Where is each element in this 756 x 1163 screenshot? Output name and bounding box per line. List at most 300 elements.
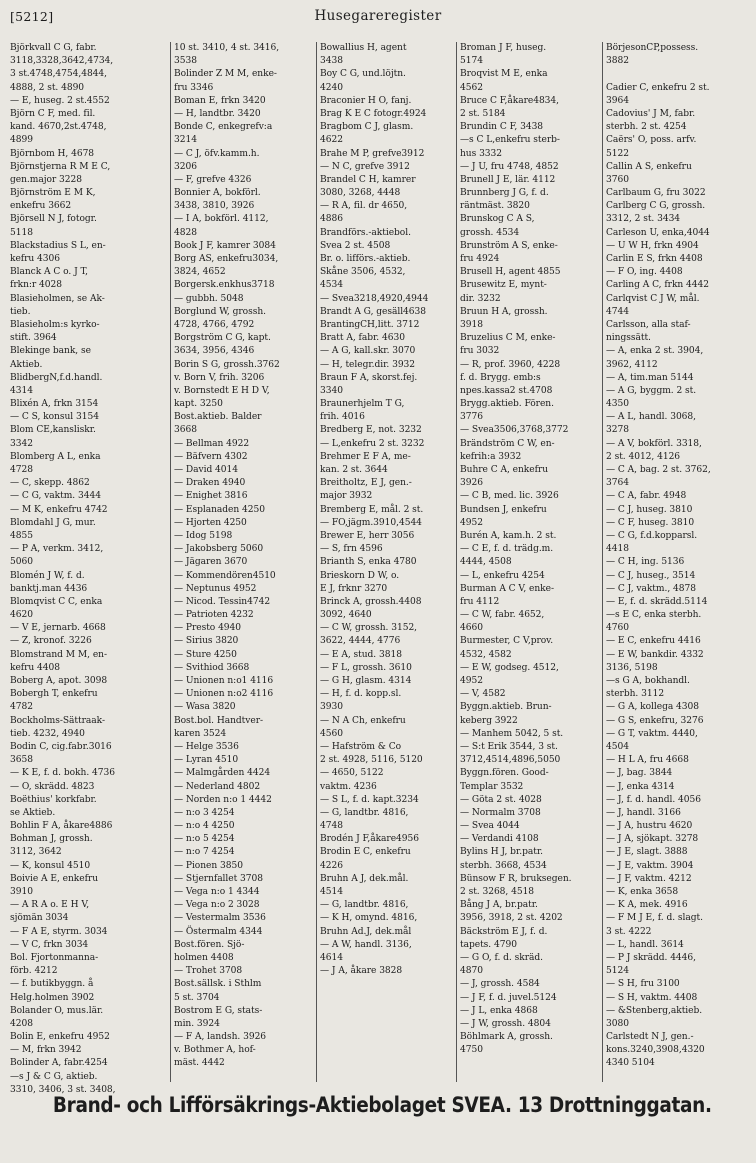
register-entry-line: sjömän 3034 — [10, 913, 69, 924]
register-entry-line: Blom CE,kansliskr. — [10, 425, 96, 436]
register-entry-line: fru 4112 — [460, 596, 500, 607]
register-entry-line: Blasieholmen, se Ak- — [10, 293, 105, 304]
register-entry-line: Brundin C F, 3438 — [460, 122, 544, 133]
register-entry-line: — L, handl. 3614 — [606, 939, 684, 950]
register-entry-line: Borin S G, grossh.3762 — [174, 359, 280, 370]
register-entry-line: 4314 — [10, 385, 33, 396]
register-entry-line: 4660 — [460, 623, 483, 634]
register-entry-line: — A G, byggm. 2 st. — [606, 385, 697, 396]
register-entry-line: Brandel C H, kamrer — [320, 174, 416, 185]
register-columns — [10, 42, 748, 1095]
register-entry-line: — Malmgården 4424 — [174, 768, 271, 779]
register-entry-line: — R, prof. 3960, 4228 — [460, 359, 561, 370]
register-entry-line: 3776 — [460, 412, 483, 423]
register-entry-line: BörjesonCP,possess. — [606, 43, 699, 53]
register-entry-line: Cadier C, enkefru 2 st. — [606, 82, 710, 93]
register-entry-line: 2 st. 4928, 5116, 5120 — [320, 755, 423, 766]
register-entry-line: — K, konsul 4510 — [10, 860, 91, 871]
register-entry-line: Boy C G, und.löjtn. — [320, 69, 406, 80]
register-entry-line: Björnbom H, 4678 — [10, 148, 95, 159]
register-entry-line: — J A, åkare 3828 — [320, 966, 403, 977]
register-entry-line: 4514 — [320, 887, 343, 897]
register-entry-line: 3930 — [320, 702, 343, 713]
register-entry-line: Bolinder Z M M, enke- — [174, 69, 277, 80]
register-column-2 — [170, 42, 316, 1082]
register-entry-line: — C J, öfv.kamm.h. — [174, 148, 260, 159]
register-entry-line: — E W, godseg. 4512, — [460, 662, 559, 673]
register-entry-line: — F L, grossh. 3610 — [320, 662, 412, 673]
register-entry-line: 3 st.4748,4754,4844, — [10, 69, 107, 80]
register-entry-line: v. Born V, frih. 3206 — [174, 372, 265, 383]
register-entry-line: 4744 — [606, 306, 629, 317]
register-entry-line: — P A, verkm. 3412, — [10, 544, 104, 555]
register-entry-line: — G S, enkefru, 3276 — [606, 715, 704, 726]
register-entry-line: — &Stenberg,aktieb. — [606, 1005, 703, 1016]
register-entry-line: — S, frn 4596 — [320, 544, 383, 555]
register-entry-line: hus 3332 — [460, 148, 503, 159]
register-entry-line: — K E, f. d. bokh. 4736 — [10, 768, 115, 779]
register-entry-line: — Svithiod 3668 — [174, 662, 250, 673]
register-entry-line: Carlstedt N J, gen.- — [606, 1032, 694, 1043]
register-entry-line: 4886 — [320, 214, 343, 225]
register-entry-line: Br. o. lifförs.-aktieb. — [320, 254, 411, 264]
register-entry-line: Byggn.fören. Good- — [460, 768, 549, 779]
register-entry-line: 5 st. 3704 — [174, 992, 220, 1003]
register-entry-line: — Presto 4940 — [174, 623, 242, 634]
register-entry-line: se Aktieb. — [10, 807, 56, 818]
register-entry-line: — S H, fru 3100 — [606, 979, 680, 990]
advertisement-banner: Brand- och Lifförsäkrings-Aktiebolaget SVEA. 13 Drottninggatan. — [52, 1093, 712, 1118]
register-entry-line: Caërs' O, poss. arfv. — [606, 135, 697, 146]
register-entry-line: — E W, bankdir. 4332 — [606, 649, 704, 660]
register-entry-line: 4532, 4582 — [460, 649, 512, 660]
register-entry-line: 3112, 3642 — [10, 847, 62, 858]
register-entry-line: — A L, handl. 3068, — [606, 412, 696, 423]
register-entry-line: 4728 — [10, 465, 33, 475]
register-entry-line: — Sirius 3820 — [174, 636, 239, 647]
register-entry-line: Brodén J F,åkare4956 — [320, 834, 419, 845]
register-entry-line: — E A, stud. 3818 — [320, 649, 402, 660]
register-entry-line: — C A, fabr. 4948 — [606, 491, 687, 502]
register-entry-line: Bockholms-Sättraak- — [10, 715, 105, 726]
register-entry-line: Bolin E, enkefru 4952 — [10, 1032, 110, 1043]
register-entry-line: — F A E, styrm. 3034 — [10, 926, 108, 937]
register-entry-line: — F, grefve 4326 — [174, 174, 252, 185]
register-entry-line: — K, enka 3658 — [606, 887, 679, 897]
register-entry-line: Cadovius' J M, fabr. — [606, 108, 696, 119]
register-entry-line: — Idog 5198 — [174, 530, 233, 541]
register-entry-line: 3312, 2 st. 3434 — [606, 214, 681, 225]
register-entry-line: räntmäst. 3820 — [460, 201, 530, 212]
register-entry-line: 3438 — [320, 56, 343, 67]
register-entry-line: — C F, huseg. 3810 — [606, 517, 695, 528]
register-entry-line: 3962, 4112 — [606, 359, 658, 370]
register-entry-line: — Pionen 3850 — [174, 860, 243, 871]
register-entry-line: — n:o 5 4254 — [174, 834, 235, 845]
register-entry-line: — C, skepp. 4862 — [10, 478, 90, 489]
register-entry-line: min. 3924 — [174, 1018, 220, 1029]
register-entry-line: Böhlmark A, grossh. — [460, 1032, 553, 1043]
register-entry-line: Carleson U, enka,4044 — [606, 227, 710, 238]
page-number: [5212] — [10, 9, 54, 24]
register-entry-line: — G, landtbr. 4816, — [320, 900, 409, 911]
register-entry-line: Bostrom E G, stats- — [174, 1005, 263, 1016]
register-column-5 — [602, 42, 748, 1082]
register-entry-line: — A, enka 2 st. 3904, — [606, 346, 704, 357]
register-entry-line: Borg AS, enkefru3034, — [174, 254, 279, 264]
register-entry-line: — C J, huseg., 3514 — [606, 570, 696, 581]
register-entry-line: kefrih:a 3932 — [460, 451, 522, 462]
register-entry-line: Svea 2 st. 4508 — [320, 240, 391, 251]
register-entry-line: grossh. 4534 — [460, 227, 520, 238]
register-entry-line: Brodin E C, enkefru — [320, 847, 411, 858]
register-entry-line: 3824, 4652 — [174, 267, 226, 278]
register-entry-line: — n:o 4 4250 — [174, 821, 235, 832]
page-header — [0, 8, 756, 28]
register-entry-line: — C E, f. d. trädg.m. — [460, 544, 554, 555]
register-entry-line: Bol. Fjortonmanna- — [10, 952, 99, 963]
register-entry-line: gen.major 3228 — [10, 174, 82, 185]
register-entry-line: tieb. 4232, 4940 — [10, 728, 85, 739]
register-entry-line: — V E, jernarb. 4668 — [10, 623, 106, 634]
register-entry-line: Brehmer E F A, me- — [320, 451, 411, 462]
register-entry-line: — J E, vaktm. 3904 — [606, 860, 694, 871]
register-entry-line: — J, bag. 3844 — [606, 768, 673, 779]
register-entry-line: 3926 — [460, 478, 483, 489]
register-entry-line: — J, f. d. handl. 4056 — [606, 794, 701, 805]
register-entry-line: 5174 — [460, 56, 483, 67]
register-entry-line: Björsell N J, fotogr. — [10, 214, 97, 225]
register-entry-line: Bobergh T, enkefru — [10, 689, 98, 700]
register-entry-line: kan. 2 st. 3644 — [320, 465, 388, 475]
register-entry-line: — Manhem 5042, 5 st. — [460, 728, 564, 739]
register-entry-line: tapets. 4790 — [460, 939, 517, 950]
register-entry-line: dir. 3232 — [460, 293, 501, 304]
register-entry-line: Bruun H A, grossh. — [460, 306, 548, 317]
register-entry-line: 2 st. 4012, 4126 — [606, 451, 681, 462]
register-entry-line: — M K, enkefru 4742 — [10, 504, 108, 515]
register-entry-line: frih. 4016 — [320, 412, 365, 423]
register-entry-line: —s G A, bokhandl. — [606, 676, 690, 686]
register-entry-line: 3310, 3406, 3 st. 3408, — [10, 1084, 116, 1095]
register-entry-line: Bratt A, fabr. 4630 — [320, 333, 405, 344]
register-entry-line: Brewer E, herr 3056 — [320, 530, 415, 541]
register-entry-line: Aktieb. — [10, 359, 43, 370]
register-entry-line: — gubbh. 5048 — [174, 293, 244, 304]
register-entry-line: — C A, bag. 2 st. 3762, — [606, 465, 711, 475]
register-entry-line: Blackstadius S L, en- — [10, 240, 106, 251]
register-entry-line: 4728, 4766, 4792 — [174, 319, 255, 330]
register-entry-line: Brändström C W, en- — [460, 438, 555, 449]
register-entry-line: Bonnier A, bokförl. — [174, 188, 261, 199]
register-entry-line: 4782 — [10, 702, 33, 713]
register-entry-line: 4760 — [606, 623, 629, 634]
register-entry-line: Bohman J, grossh. — [10, 834, 93, 845]
register-entry-line: Bragbom C J, glasm. — [320, 122, 414, 133]
register-entry-line: — C G, vaktm. 3444 — [10, 491, 101, 502]
register-entry-line: — H, telegr.dir. 3932 — [320, 359, 416, 370]
register-entry-line: — H, f. d. kopp.sl. — [320, 689, 402, 700]
register-entry-line: Brahe M P, grefve3912 — [320, 148, 425, 159]
register-entry-line: Bredberg E, not. 3232 — [320, 425, 422, 436]
register-entry-line: v. Bothmer A, hof- — [174, 1045, 256, 1056]
register-entry-line: Blomén J W, f. d. — [10, 570, 85, 581]
register-entry-line: Buhre C A, enkefru — [460, 465, 549, 475]
register-entry-line: — V, 4582 — [460, 689, 506, 700]
register-entry-line: 4226 — [320, 860, 343, 871]
register-entry-line: 3214 — [174, 135, 197, 146]
register-entry-line: Blomstrand M M, en- — [10, 649, 108, 660]
register-entry-line: 2 st. 5184 — [460, 108, 506, 119]
register-entry-line: — Esplanaden 4250 — [174, 504, 265, 515]
register-entry-line: Bruhn A J, dek.mål. — [320, 873, 409, 884]
register-entry-line: — Z, kronof. 3226 — [10, 636, 92, 647]
register-entry-line: 4208 — [10, 1018, 33, 1029]
register-entry-line: kefru 4408 — [10, 662, 60, 673]
register-entry-line: — N C, grefve 3912 — [320, 161, 410, 172]
register-entry-line: — Vestermalm 3536 — [174, 913, 266, 924]
register-entry-line: — J A, sjökapt. 3278 — [606, 834, 699, 845]
register-column-4 — [456, 42, 602, 1082]
register-entry-line: Breitholtz, E J, gen.- — [320, 478, 412, 489]
register-entry-line: Bolander O, mus.lär. — [10, 1005, 104, 1016]
register-entry-line: Brunskog C A S, — [460, 214, 535, 225]
register-entry-line: Bång J A, br.patr. — [460, 900, 538, 911]
register-entry-line: Bowallius H, agent — [320, 43, 407, 53]
register-entry-line: — F A, landsh. 3926 — [174, 1032, 267, 1043]
register-entry-line: stift. 3964 — [10, 333, 57, 344]
register-entry-line: — J, handl. 3166 — [606, 807, 681, 818]
register-entry-line: — C W, grossh. 3152, — [320, 623, 418, 634]
register-entry-line: —s C L,enkefru sterb- — [460, 135, 560, 146]
register-entry-line: 3206 — [174, 161, 197, 172]
register-entry-line: sterbh. 3668, 4534 — [460, 860, 547, 871]
register-entry-line: 4888, 2 st. 4890 — [10, 82, 85, 93]
register-entry-line: — A W, handl. 3136, — [320, 939, 412, 950]
register-entry-line: Bünsow F R, bruksegen. — [460, 873, 572, 884]
register-entry-line: — G T, vaktm. 4440, — [606, 728, 698, 739]
register-entry-line: Burén A, kam.h. 2 st. — [460, 530, 557, 541]
register-entry-line: — A R A o. E H V, — [10, 900, 90, 911]
page-title: Husegareregister — [314, 8, 442, 24]
register-entry-line: — A, tim.man 5144 — [606, 372, 694, 383]
register-entry-line: 3342 — [10, 438, 33, 449]
register-entry-line: kefru 4306 — [10, 254, 60, 264]
register-entry-line: ningssätt. — [606, 333, 651, 344]
register-entry-line: — K H, omynd. 4816, — [320, 913, 418, 924]
register-entry-line: Blomqvist C C, enka — [10, 596, 103, 607]
register-entry-line: sterbh. 2 st. 4254 — [606, 122, 687, 133]
register-entry-line: Boëthius' korkfabr. — [10, 794, 97, 805]
register-entry-line — [606, 68, 746, 81]
register-entry-line: — H, landtbr. 3420 — [174, 108, 261, 119]
register-entry-line: — Hjorten 4250 — [174, 517, 247, 528]
register-entry-line: — P J skrädd. 4446, — [606, 952, 696, 963]
register-entry-line: — L,enkefru 2 st. 3232 — [320, 438, 425, 449]
register-entry-line: banktj.man 4436 — [10, 583, 88, 594]
register-entry-line: tieb. — [10, 306, 31, 317]
register-entry-line: — Normalm 3708 — [460, 807, 541, 818]
register-entry-line: 3760 — [606, 174, 629, 185]
register-entry-line: — Verdandi 4108 — [460, 834, 539, 845]
register-entry-line: — Jakobsberg 5060 — [174, 544, 264, 555]
register-entry-line: — G H, glasm. 4314 — [320, 676, 412, 686]
register-entry-line: 3340 — [320, 385, 343, 396]
register-entry-line: — C W, fabr. 4652, — [460, 610, 545, 621]
register-entry-line: Burman A C V, enke- — [460, 583, 554, 594]
register-entry-line: — J, enka 4314 — [606, 781, 675, 792]
register-entry-line: — G O, f. d. skräd. — [460, 952, 543, 963]
register-entry-line: — C H, ing. 5136 — [606, 557, 685, 568]
register-entry-line: 5122 — [606, 148, 629, 159]
register-entry-line: fru 3346 — [174, 82, 214, 93]
register-entry-line: 3438, 3810, 3926 — [174, 201, 255, 212]
register-entry-line: Braconier H O, fanj. — [320, 95, 412, 106]
register-entry-line: — F M J E, f. d. slagt. — [606, 913, 703, 924]
register-entry-line: — K A, mek. 4916 — [606, 900, 688, 911]
register-entry-line: 4614 — [320, 952, 343, 963]
register-entry-line: — C G, f.d.kopparsl. — [606, 530, 698, 541]
register-entry-line: Brinck A, grossh.4408 — [320, 596, 422, 607]
register-entry-line: Brusewitz E, mynt- — [460, 280, 547, 291]
register-entry-line: Bohlin F A, åkare4886 — [10, 821, 113, 832]
register-entry-line: Brandförs.-aktiebol. — [320, 227, 411, 238]
register-entry-line: — Nederland 4802 — [174, 781, 261, 792]
register-entry-line: — J W, grossh. 4804 — [460, 1018, 551, 1029]
register-entry-line: Book J F, kamrer 3084 — [174, 240, 276, 251]
register-entry-line: karen 3524 — [174, 728, 227, 739]
register-entry-line: Boberg A, apot. 3098 — [10, 676, 108, 686]
register-entry-line: Blasieholm:s kyrko- — [10, 319, 100, 330]
register-entry-line: Borgström C G, kapt. — [174, 333, 271, 344]
register-entry-line: — C J, huseg. 3810 — [606, 504, 693, 515]
register-entry-line: — Wasa 3820 — [174, 702, 236, 713]
register-entry-line: 4828 — [174, 227, 197, 238]
register-entry-line: enkefru 3662 — [10, 201, 72, 212]
register-entry-line: Bundsen J, enkefru — [460, 504, 547, 515]
register-entry-line: — S H, vaktm. 4408 — [606, 992, 698, 1003]
register-entry-line: — R A, fil. dr 4650, — [320, 201, 408, 212]
register-entry-line: 5060 — [10, 557, 33, 568]
register-entry-line: 3668 — [174, 425, 197, 436]
register-entry-line: Boivie A E, enkefru — [10, 873, 99, 884]
register-entry-line: 3622, 4444, 4776 — [320, 636, 401, 647]
register-entry-line: — Göta 2 st. 4028 — [460, 794, 542, 805]
register-entry-line: Blixén A, frkn 3154 — [10, 399, 99, 410]
register-entry-line: — J F, vaktm. 4212 — [606, 873, 692, 884]
register-entry-line: — David 4014 — [174, 465, 238, 475]
register-entry-line: — Svea 4044 — [460, 821, 520, 832]
register-entry-line: 4240 — [320, 82, 343, 93]
register-entry-line: — Enighet 3816 — [174, 491, 248, 502]
register-entry-line: förb. 4212 — [10, 966, 58, 977]
register-entry-line: Broman J F, huseg. — [460, 43, 547, 53]
register-entry-line: 3 st. 4222 — [606, 926, 652, 937]
register-entry-line: Bremberg E, mål. 2 st. — [320, 504, 424, 515]
register-entry-line: — Helge 3536 — [174, 741, 239, 752]
register-entry-line: Broqvist M E, enka — [460, 69, 548, 80]
register-entry-line: — Vega n:o 2 3028 — [174, 900, 260, 911]
register-entry-line: Carlberg C G, grossh. — [606, 201, 706, 212]
register-entry-line: Carling A C, frkn 4442 — [606, 280, 709, 291]
register-entry-line: 3080 — [606, 1018, 629, 1029]
register-entry-line: 3764 — [606, 478, 629, 489]
register-entry-line: — C J, vaktm., 4878 — [606, 583, 696, 594]
register-entry-line: 3918 — [460, 319, 483, 330]
register-entry-line: — Sture 4250 — [174, 649, 237, 660]
register-entry-line: — I A, bokförl. 4112, — [174, 214, 269, 225]
register-entry-line: — G, landtbr. 4816, — [320, 807, 409, 818]
register-entry-line: — U W H, frkn 4904 — [606, 240, 699, 251]
register-entry-line: — Hafström & Co — [320, 741, 402, 752]
register-entry-line: — J E, slagt. 3888 — [606, 847, 688, 858]
register-entry-line: — J A, hustru 4620 — [606, 821, 693, 832]
register-entry-line: Bonde C, enkegrefv:a — [174, 122, 273, 133]
register-entry-line: Templar 3532 — [460, 781, 524, 792]
register-entry-line: — Patrioten 4232 — [174, 610, 254, 621]
register-entry-line: — f. butikbyggn. å — [10, 979, 94, 990]
register-entry-line: Boman E, frkn 3420 — [174, 95, 266, 106]
register-entry-line: Blomdahl J G, mur. — [10, 517, 96, 528]
register-entry-line: 4504 — [606, 741, 629, 752]
register-entry-line: Brieskorn D W, o. — [320, 570, 400, 581]
register-entry-line: 3092, 4640 — [320, 610, 372, 621]
register-entry-line: vaktm. 4236 — [320, 781, 377, 792]
register-entry-line: 5118 — [10, 227, 33, 238]
register-entry-line: — M, frkn 3942 — [10, 1045, 82, 1056]
register-entry-line: 4952 — [460, 676, 483, 686]
register-entry-line: v. Bornstedt E H D V, — [174, 385, 270, 396]
register-entry-line: Bodin C, cig.fabr.3016 — [10, 741, 112, 752]
register-entry-line: keberg 3922 — [460, 715, 518, 726]
register-entry-line: — Norden n:o 1 4442 — [174, 794, 272, 805]
register-entry-line: BrantingCH,litt. 3712 — [320, 319, 420, 330]
register-entry-line: Carlsson, alla staf- — [606, 319, 691, 330]
register-entry-line: 3136, 5198 — [606, 662, 658, 673]
register-entry-line: — Trohet 3708 — [174, 966, 243, 977]
register-entry-line: BlidbergN,f.d.handl. — [10, 372, 103, 383]
register-entry-line: 3080, 3268, 4448 — [320, 188, 401, 199]
register-entry-line: — Stjernfallet 3708 — [174, 873, 263, 884]
register-entry-line: — FO,jägm.3910,4544 — [320, 517, 422, 528]
register-entry-line: Borglund W, grossh. — [174, 306, 266, 317]
register-entry-line: — S L, f. d. kapt.3234 — [320, 794, 419, 805]
register-entry-line: Borgersk.enkhus3718 — [174, 280, 275, 291]
register-entry-line: — C B, med. lic. 3926 — [460, 491, 559, 502]
register-entry-line: frkn:r 4028 — [10, 280, 62, 291]
register-entry-line: — n:o 7 4254 — [174, 847, 235, 858]
register-entry-line: — Kommendören4510 — [174, 570, 276, 581]
register-entry-line: 4750 — [460, 1045, 483, 1056]
register-entry-line: 3956, 3918, 2 st. 4202 — [460, 913, 563, 924]
register-entry-line: — A G, kall.skr. 3070 — [320, 346, 416, 357]
register-entry-line: Bruhn Ad.J, dek.mål — [320, 926, 412, 937]
register-entry-line: Blomberg A L, enka — [10, 451, 101, 462]
register-entry-line: — Nicod. Tessin4742 — [174, 596, 271, 607]
register-entry-line: fru 4924 — [460, 254, 500, 264]
register-entry-line: 4870 — [460, 966, 483, 977]
register-entry-line: mäst. 4442 — [174, 1058, 225, 1069]
register-entry-line: Bost.bol. Handtver- — [174, 715, 264, 726]
register-entry-line: Braun F A, skorst.fej. — [320, 372, 418, 383]
register-entry-line: — Neptunus 4952 — [174, 583, 257, 594]
register-entry-line: 4620 — [10, 610, 33, 621]
register-entry-line: Bruzelius C M, enke- — [460, 333, 556, 344]
register-entry-line: Braunerhjelm T G, — [320, 399, 405, 410]
register-entry-line: 3658 — [10, 755, 33, 766]
register-entry-line: kapt. 3250 — [174, 399, 223, 410]
register-entry-line: — Jägaren 3670 — [174, 557, 248, 568]
